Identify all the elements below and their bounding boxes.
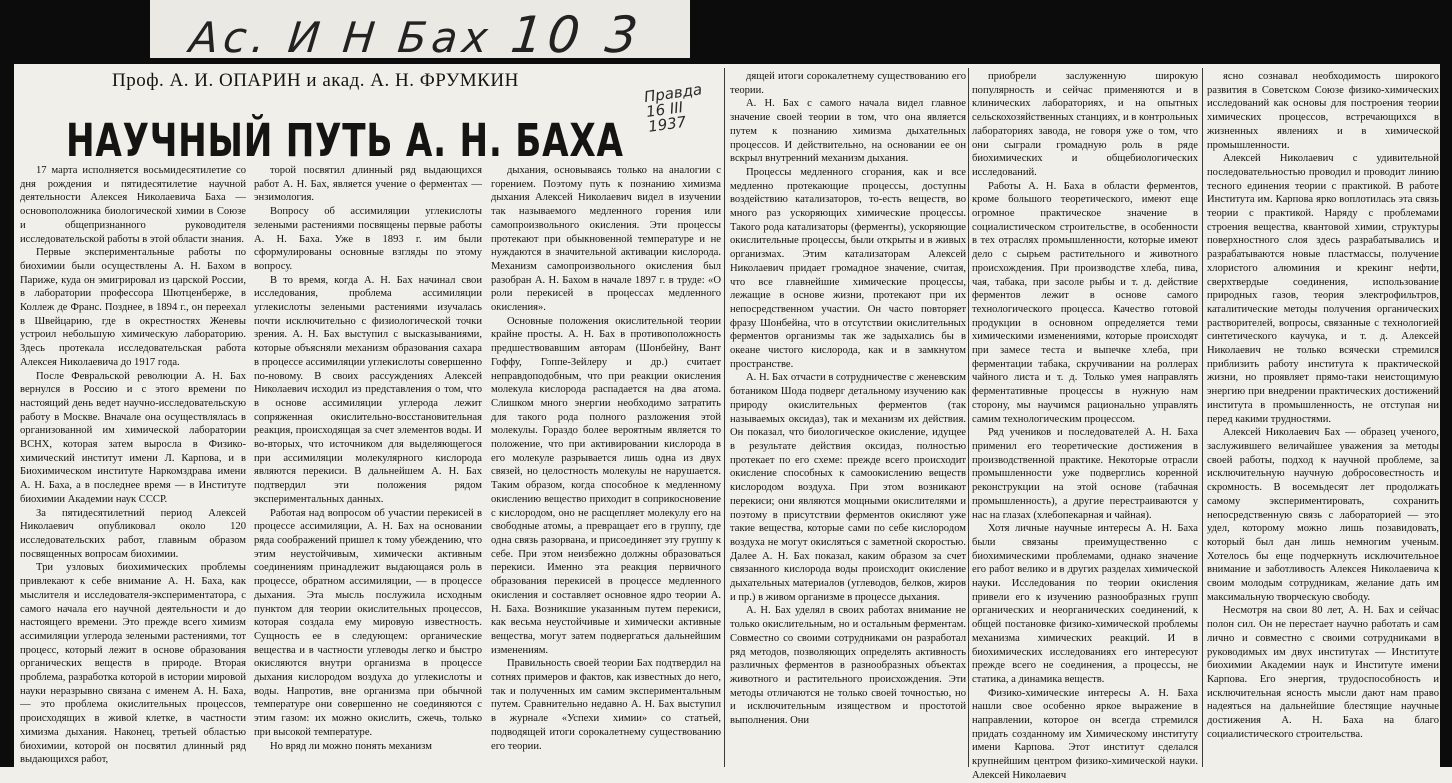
article-column-3 xyxy=(491,164,721,764)
article-paragraph: Алексей Николаевич с удивительной последовательностью проводил и проводит линию тесного единения теории с практикой. В работе Института им. Карпова ярко воплотилась эта связь теории с практикой. Наряду с проблемами строения вещества, квантовой химии, структуры поверхностного слоя здесь разрабатывались и разрабатываются новые пластмассы, получение хлористого алюминия и крекинг нефти, сверхтвердые соединения, использование природных газов, теория электрофильтров, каталитические методы получения органических растворителей, вопросы, связанные с технологией синтетического каучука, и т. д. Алексей Николаевич не только всячески стремился приблизить работу института к практической жизни, но проявляет прямо-таки неистощимую энергию при внедрении практических достижений института в промышленность, не отступая ни перед какими трудностями. xyxy=(1207,153,1439,425)
archive-mark xyxy=(187,6,645,64)
archive-number: 10 3 xyxy=(507,6,646,64)
scan-border-left xyxy=(0,0,14,767)
archive-mark-text: Ас. И Н Бах xyxy=(187,13,495,62)
article-paragraph: Правильность своей теории Бах подтвердил на сотнях примеров и фактов, как известных до него, так и полученных им самим экспериментальным путем. Сравнительно недавно А. Н. Бах выступил в журнале «Успехи химии» со статьей, подводящей итоги сорокалетнему существованию его теории. xyxy=(491,658,721,752)
article-paragraph: Алексей Николаевич Бах — образец ученого, заслужившего величайшее уважения за методы своей работы, подход к научной проблеме, за исключительную научную добросовестность и скромность. В восемьдесят лет продолжать самому экспериментировать, сохранить непосредственную связь с лабораторией — это удел, которому можно лишь позавидовать, который был дан лишь немногим ученым. Хотелось бы еще подчеркнуть исключительное внимание и заботливость Алексея Николаевича к своим молодым сотрудникам, желание дать им максимальную творческую свободу. xyxy=(1207,427,1439,603)
article-column-2 xyxy=(254,164,482,764)
article-paragraph: Но вряд ли можно понять механизм xyxy=(270,740,432,752)
article-paragraph: Работы А. Н. Баха в области ферментов, кроме большого теоретического, имеют еще огромное практическое значение в социалистическом строительстве, в особенности в тех отраслях промышленности, которые имеют дело с сырьем растительного и животного происхождения. При производстве хлеба, пива, чая, табака, при засоле рыбы и т. д. действие ферментов лежит в основе самого технологического процесса. Качество готовой продукции в основном определяется теми химическими изменениями, которые происходят при замесе теста и выпечке хлеба, при ферментации табака, скручивании на роллерах чайного листа и т. д. Только умея направлять ферментативные процессы в нужную нам сторону, мы научимся рационально управлять самим технологическим процессом. xyxy=(972,180,1198,425)
article-paragraph: Три узловых биохимических проблемы привлекают к себе внимание А. Н. Баха, как мыслителя и исследователя-экспериментатора, с самого начала его научной деятельности и до настоящего времени. Это прежде всего химизм ассимиляции углерода зелеными растениями, тот процесс, который лежит в основе образования органических веществ в природе. Вторая проблема, разработка которой в истории мировой науки неразрывно связана с именем А. Н. Баха, — это проблема окислительных процессов, происходящих в живой клетке, в частности химизма дыхания. Наконец, третьей областью биохимии, которой он посвятил длинный ряд выдающихся работ, xyxy=(20,562,246,766)
article-paragraph: торой посвятил длинный ряд выдающихся работ А. Н. Бах, является учение о ферментах — энзимология. xyxy=(254,165,482,204)
article-paragraph: А. Н. Бах уделял в своих работах внимание не только окислительным, но и остальным ферментам. Совместно со своими сотрудниками он разработал ряд методов, позволяющих определять активность различных ферментов в разнообразных объектах животного и растительного происхождения. Эти методы отличаются не только своей точностью, но и исключительным изяществом и простотой выполнения. Они xyxy=(730,605,966,727)
scan-border-right xyxy=(1440,0,1452,767)
article-paragraph: Работая над вопросом об участии перекисей в процессе ассимиляции, А. Н. Бах на основании ряда соображений пришел к тому убеждению, что этим неустойчивым, химически активным соединениям принадлежит выдающаяся роль в процессе, обратном ассимиляции, — в процессе дыхания. Эта мысль послужила исходным пунктом для теории окислительных процессов, которая создала ему мировую известность. Сущность ее в следующем: органические вещества и в частности углеводы легко и быстро окисляются внутри организма в процессе дыхания кислородом воздуха до углекислоты и воды. Напротив, вне организма при обычной температуре они совершенно не соединяются с этим газом: их можно окислить, сжечь, только при высокой температуре. xyxy=(254,507,482,738)
article-column-5 xyxy=(972,70,1198,781)
article-column-4 xyxy=(730,70,966,764)
article-title: НАУЧНЫЙ ПУТЬ А. Н. БАХА xyxy=(66,114,624,167)
article-paragraph: Основные положения окислительной теории крайне просты. А. Н. Бах в противоположность предшествовавшим авторам (Шонбейну, Вант Гоффу, Гоппе-Зейлеру и др.) считает неправдоподобным, что при реакции окисления молекула кислорода распадается на два атома. Слишком много энергии необходимо затратить для такого рода полного разложения этой молекулы. Гораздо более вероятным является то положение, что при активировании кислорода в его молекуле разрывается лишь одна из двух связей, но целостность молекулы не нарушается. Таким образом, когда способное к медленному окислению вещество приходит в соприкосновение с кислородом, оно не расщепляет молекулу его на свободные атомы, а превращает его в группу, где одна связь разорвана, и присоединяет эту группу к себе. При этом неизбежно должны образоваться перекиси. Именно эта реакция первичного образования перекисей в процессе медленного окисления и составляет основное ядро теории А. Н. Баха. Возникшие указанным путем перекиси, как весьма неустойчивые и химически активные вещества, могут затем подвергаться дальнейшим изменениям. xyxy=(491,315,721,656)
article-paragraph: Физико-химические интересы А. Н. Баха нашли свое особенно яркое выражение в направлении, которое он всегда стремился придать созданному им Химическому институту имени Карпова. Этот институт сделался крупнейшим центром физико-химической науки. Алексей Николаевич xyxy=(972,687,1198,781)
article-paragraph: Первые экспериментальные работы по биохимии были осуществлены А. Н. Бахом в Париже, куда он эмигрировал из царской России, в лаборатории профессора Шютценберже, в Коллеж де Франс. Позднее, в 1894 г., он переехал в Швейцарию, где в окрестностях Женевы устроил небольшую химическую лабораторию. Здесь протекала исследовательская работа Алексея Николаевича до 1917 года. xyxy=(20,247,246,368)
column-rule xyxy=(1202,68,1203,767)
article-column-6 xyxy=(1207,70,1439,764)
article-column-1 xyxy=(20,164,246,764)
article-paragraph: ясно сознавал необходимость широкого развития в Советском Союзе физико-химических исследований как основы для построения теории химических процессов, встречающихся в жизненных явлениях и в химической промышленности. xyxy=(1207,71,1439,151)
article-paragraph: Вопросу об ассимиляции углекислоты зелеными растениями посвящены первые работы А. Н. Баха. Уже в 1893 г. им были сформулированы основные взгляды по этому вопросу. xyxy=(254,206,482,272)
article-paragraph: А. Н. Бах отчасти в сотрудничестве с женевским ботаником Шода подверг детальному изучению как природу окислительных ферментов (так называемых оксидаз), так и механизм их действия. Он показал, что биологическое окисление, идущее в результате действия оксидаз, полностью протекает по его схеме: прежде всего происходит окисление способных к самоокислению веществ кислородом воздуха. При этом возникают перекиси; они являются мощными окислителями и поэтому в присутствии ферментов окисляют уже такие вещества, которые сами по себе кислородом воздуха не могут окисляться с заметной скоростью. Далее А. Н. Бах показал, каким образом за счет связанного кислорода воды происходит окисление дыхательных материалов (углеводов, белков, жиров и пр.) в живом организме в процессе дыхания. xyxy=(730,372,966,603)
article-paragraph: Хотя личные научные интересы А. Н. Баха были связаны преимущественно с биохимическими проблемами, однако значение его работ велико и в других разделах химической науки. Исследования по теории окисления привели его к изучению разнообразных групп органических и неорганических соединений, к общей постановке физико-химической проблемы механизма химических реакций. И в биохимических исследованиях его интересуют прежде всего не соединения, а процессы, не статика, а динамика веществ. xyxy=(972,523,1198,685)
article-paragraph: 17 марта исполняется восьмидесятилетие со дня рождения и пятидесятилетие научной деятельности Алексея Николаевича Баха — основоположника биологической химии в Союзе и общепризнанного руководителя исследовательской работы в этой области знания. xyxy=(20,165,246,245)
article-paragraph: Ряд учеников и последователей А. Н. Баха применил его теоретические достижения в производственной практике. Некоторые отрасли промышленности уже подверглись коренной реконструкции на этой основе (табачная промышленность), а другие перестраиваются у нас на глазах (хлебопекарная и чайная). xyxy=(972,427,1198,521)
column-rule xyxy=(968,68,969,767)
article-paragraph: дыхания, основываясь только на аналогии с горением. Поэтому путь к познанию химизма дыхания Алексей Николаевич видел в изучении так называемого медленного горения или самопроизвольного окисления. Эти процессы протекают при обыкновенной температуре и не нуждаются в значительной активации кислорода. Механизм самопроизвольного окисления был разобран А. Н. Бахом в начале 1897 г. в труде: «О роли перекисей в процессах медленного окисления». xyxy=(491,165,721,314)
column-rule xyxy=(724,68,725,767)
article-authors: Проф. А. И. ОПАРИН и акад. А. Н. ФРУМКИН xyxy=(112,70,519,91)
article-paragraph: А. Н. Бах с самого начала видел главное значение своей теории в том, что она является путем к познанию химизма дыхательных процессов. И действительно, на основании ее он вскрыл внутренний механизм дыхания. xyxy=(730,98,966,165)
article-paragraph: приобрели заслуженную широкую популярность и сейчас применяются и в клинических лабораториях, и на опытных сельскохозяйственных станциях, и в контрольных лабораториях завода, не говоря уже о том, что они сыграли громадную роль в ряде биохимических и общебиологических исследований. xyxy=(972,71,1198,178)
article-paragraph: Процессы медленного сгорания, как и все медленно протекающие процессы, доступны воздействию катализаторов, то-есть веществ, во много раз ускоряющих химические процессы. Такого рода катализаторы (ферменты), ускоряющие окислительные процессы, были открыты и в живых организмах. Этим катализаторам Алексей Николаевич придает громадное значение, считая, что все главнейшие химические процессы, лежащие в основе жизни, протекают при их непосредственном участии. Он часто повторяет фразу Шонбейна, что в отсутствии окислительных ферментов организмы так же задыхались бы в океане чистого кислорода, как и в замкнутом пространстве. xyxy=(730,166,966,370)
article-paragraph: За пятидесятилетний период Алексей Николаевич опубликовал около 120 исследовательских работ, главным образом посвященных вопросам биохимии. xyxy=(20,507,246,560)
article-paragraph: После Февральской революции А. Н. Бах вернулся в Россию и с этого времени по настоящий день ведет научно-исследовательскую работу в Москве. Вначале она осуществлялась в организованной им химической лаборатории ВСНХ, которая затем выросла в Физико-химический институт имени Л. Карпова, и в Биохимическом институте Наркомздрава имени А. Н. Баха, а в последнее время — в Институте биохимии Академии наук СССР. xyxy=(20,370,246,505)
article-paragraph: Несмотря на свои 80 лет, А. Н. Бах и сейчас полон сил. Он не перестает научно работать и сам лично и совместно с своими сотрудниками в руководимых им двух институтах — Институте биохимии Академии наук и Институте имени Карпова. Его энергия, трудоспособность и исключительная ясность мысли дают нам право надеяться на дальнейшие блестящие научные достижения А. Н. Баха на благо социалистического строительства. xyxy=(1207,605,1439,740)
article-paragraph: дящей итоги сорокалетнему существованию его теории. xyxy=(730,71,966,96)
article-paragraph: В то время, когда А. Н. Бах начинал свои исследования, проблема ассимиляции углекислоты зелеными растениями изучалась почти исключительно с физиологической точки зрения. А. Н. Бах выступил с высказываниями, которые объясняли механизм образования сахара в процессе ассимиляции углекислоты совершенно по-новому. В своих рассуждениях Алексей Николаевич исходил из представления о том, что в основе ассимиляции углерода лежит сопряженная окислительно-восстановительная реакция, происходящая за счет элементов воды. И во-вторых, что источником для выделяющегося при ассимиляции молекулярного кислорода являются перекиси. В дальнейшем А. Н. Бах подтвердил эти положения рядом экспериментальных данных. xyxy=(254,274,482,505)
pencil-note: Правда 16 III 1937 xyxy=(642,80,704,136)
